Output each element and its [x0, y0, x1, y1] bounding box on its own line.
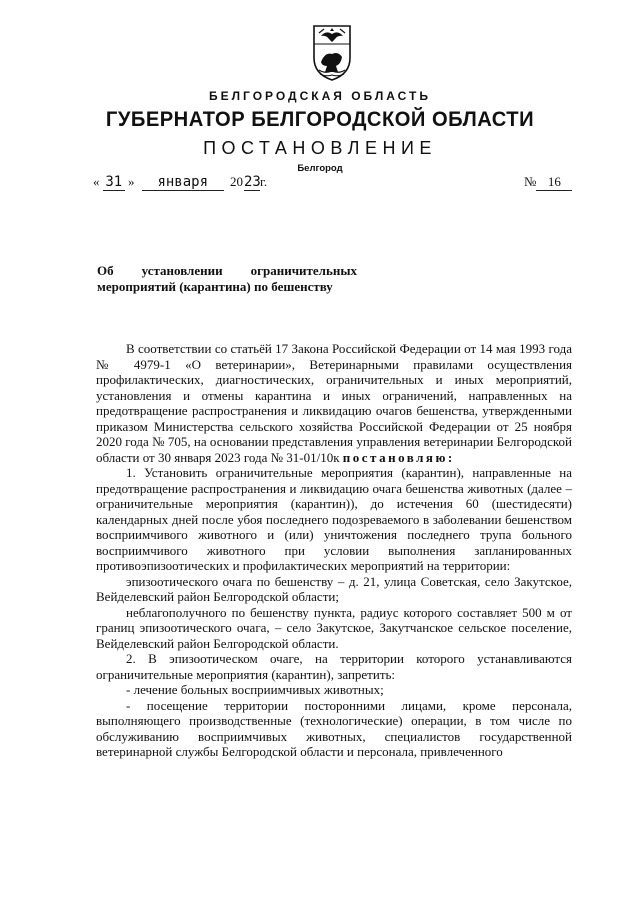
document-body — [96, 341, 572, 760]
date-day: 31 — [103, 174, 125, 191]
governor-title: ГУБЕРНАТОР БЕЛГОРОДСКОЙ ОБЛАСТИ — [105, 108, 535, 131]
number-label: № — [524, 174, 537, 189]
document-number — [524, 174, 572, 191]
date-year-suffix: 23 — [244, 174, 261, 190]
subject-word: Об — [97, 263, 114, 278]
paragraph-preamble: В соответствии со статьёй 17 Закона Российской Федерации от 14 мая 1993 года № 4979-1 «О ветеринарии», Ветеринарными правилами осуществления профилактических, диагностических, ограничительных и иных мероприятий, установления и отмены карантина и иных ограничений, направленных на предотвращение распространения и ликвидацию очагов бешенства, утвержденными приказом Министерства сельского хозяйства Российской Федерации от 25 ноября 2020 года № 705, на основании представления управления ветеринарии Белгородской области от 30 января 2023 года № 31-01/10к постановляю: — [96, 341, 572, 465]
document-subject — [97, 263, 357, 295]
decree-keyword: постановляю: — [342, 449, 455, 465]
paragraph-ban-visits: - посещение территории посторонними лицами, кроме персонала, выполняющего производственные (технологические) операции, в том числе по обслуживанию восприимчивых животных, специалистов государственной ветеринарной службы Белгородской области и персонала, привлеченного — [96, 697, 572, 759]
region-title: БЕЛГОРОДСКАЯ ОБЛАСТЬ — [209, 89, 431, 103]
paragraph-item-2: 2. В эпизоотическом очаге, на территории которого устанавливаются ограничительные мероприятия (карантин), запретить: — [96, 651, 572, 682]
coat-of-arms-emblem — [311, 24, 353, 82]
paragraph-item-1: 1. Установить ограничительные мероприятия (карантин), направленные на предотвращение распространения и ликвидацию очага бешенства животных (далее – ограничительные мероприятия (карантин)), до истечения 60 (шестидесяти) календарных дней после убоя последнего подозреваемого в заболевании бешенством восприимчивого животного и (или) уничтожения последнего трупа больного восприимчивого животного при условии выполнения запланированных противоэпизоотических и профилактических мероприятий на территории: — [96, 465, 572, 573]
subject-word: ограничительных — [250, 263, 357, 278]
date-year-prefix: 20 — [230, 174, 243, 189]
paragraph-focus: эпизоотического очага по бешенству – д. 21, улица Советская, село Закутское, Вейделевский район Белгородской области; — [96, 573, 572, 604]
city-label: Белгород — [297, 163, 343, 174]
date-month: января — [142, 174, 224, 191]
date-open-quote: « — [93, 174, 100, 189]
date-close-quote: » — [128, 174, 135, 189]
paragraph-unsafe-area: неблагополучного по бешенству пункта, радиус которого составляет 500 м от границ эпизоотического очага, – село Закутское, Закутчанское сельское поселение, Вейделевский район Белгородской области. — [96, 604, 572, 651]
subject-line-2: мероприятий (карантина) по бешенству — [97, 279, 333, 294]
paragraph-ban-treatment: - лечение больных восприимчивых животных; — [126, 682, 384, 697]
date-year-unit: г. — [260, 174, 268, 189]
document-type: ПОСТАНОВЛЕНИЕ — [203, 138, 437, 158]
number-value: 16 — [536, 174, 572, 191]
subject-word: установлении — [141, 263, 223, 278]
document-date — [93, 174, 267, 191]
